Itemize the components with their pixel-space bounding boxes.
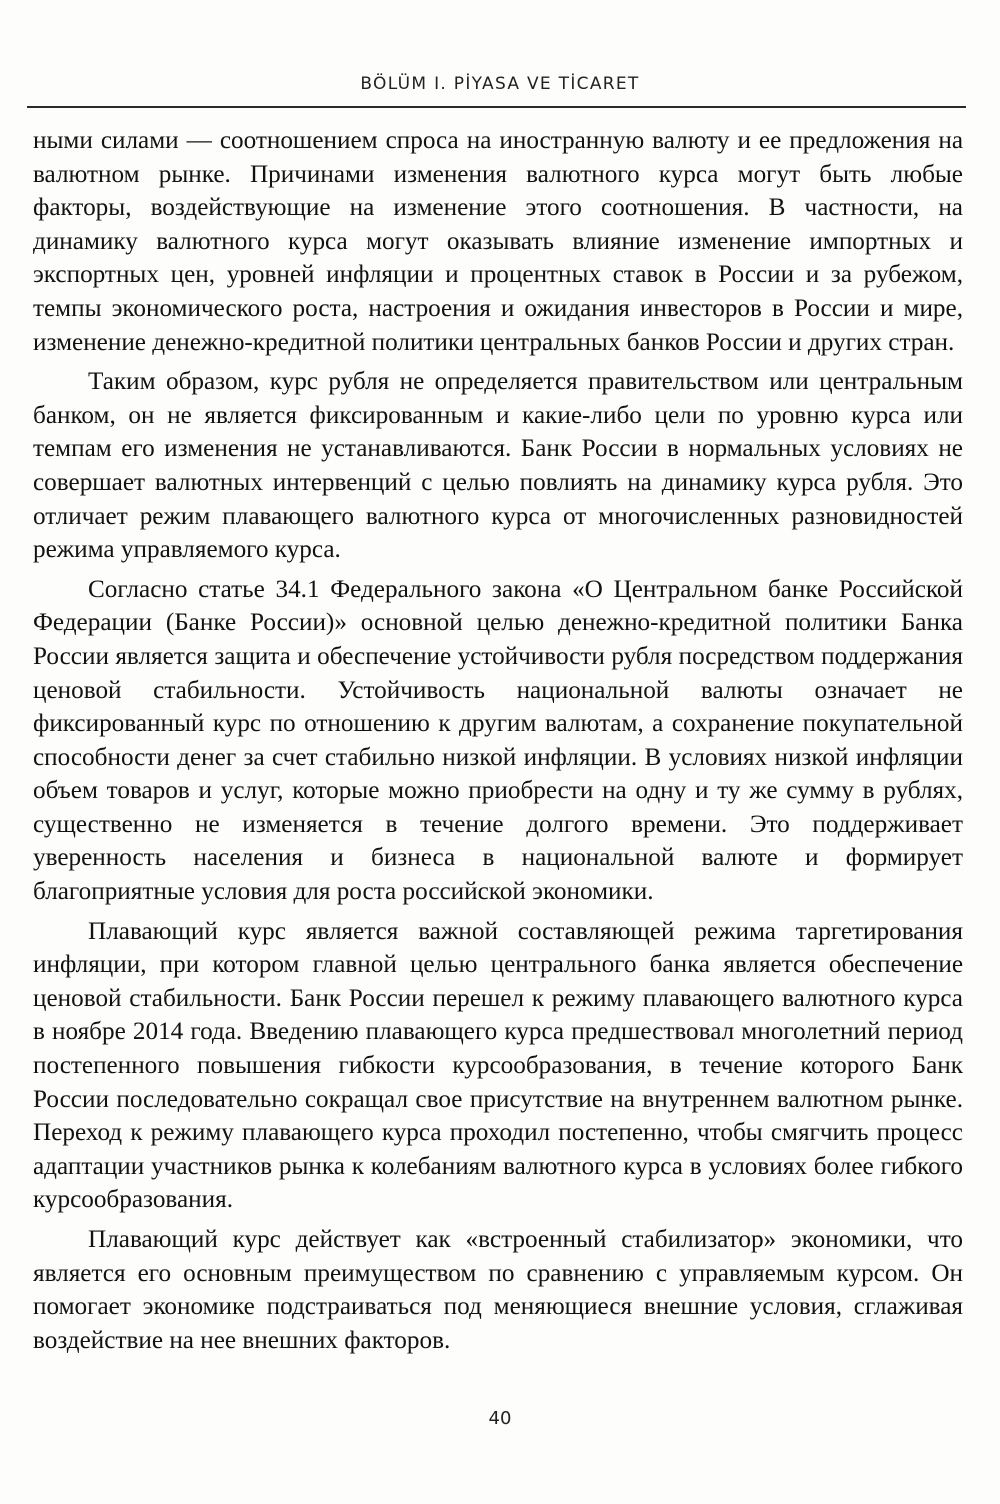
paragraph-continuation: ными силами — соотношением спроса на иностранную валюту и ее предложения на валютном рынке. Причинами изменения валютного курса могут быть любые факторы, воздействующие на изменение этого соотношения. В частности, на динамику валютного курса могут оказывать влияние изменение импортных и экспортных цен, уровней инфляции и процентных ставок в России и за рубежом, темпы экономического роста, настроения и ожидания инвесторов в России и мире, изменение денежно-кредитной политики центральных банков России и других стран. [33, 127, 963, 356]
body-text [33, 124, 963, 1357]
running-header: BÖLÜM I. PİYASA VE TİCARET [360, 74, 640, 94]
paragraph: Плавающий курс является важной составляющей режима таргетирования инфляции, при котором главной целью центрального банка является обеспечение ценовой стабильности. Банк России перешел к режиму плавающего валютного курса в ноябре 2014 года. Введению плавающего курса предшествовал многолетний период постепенного повышения гибкости курсообразования, в течение которого Банк России последовательно сокращал свое присутствие на внутреннем валютном рынке. Переход к режиму плавающего курса проходил постепенно, чтобы смягчить процесс адаптации участников рынка к колебаниям валютного курса в условиях более гибкого курсообразования. [33, 917, 963, 1214]
paragraph: Плавающий курс действует как «встроенный стабилизатор» экономики, что является его основным преимуществом по сравнению с управляемым курсом. Он помогает экономике подстраиваться под меняющиеся внешние условия, сглаживая воздействие на нее внешних факторов. [33, 1226, 963, 1354]
page-number: 40 [488, 1408, 512, 1429]
header-rule [27, 106, 966, 108]
paragraph: Согласно статье 34.1 Федерального закона «О Центральном банке Российской Федерации (Банке России)» основной целью денежно-кредитной политики Банка России является защита и обеспечение устойчивости рубля посредством поддержания ценовой стабильности. Устойчивость национальной валюты означает не фиксированный курс по отношению к другим валютам, а сохранение покупательной способности денег за счет стабильно низкой инфляции. В условиях низкой инфляции объем товаров и услуг, которые можно приобрести на одну и ту же сумму в рублях, существенно не изменяется в течение долгого времени. Это поддерживает уверенность населения и бизнеса в национальной валюте и формирует благоприятные условия для роста российской экономики. [33, 575, 963, 906]
paragraph: Таким образом, курс рубля не определяется правительством или центральным банком, он не является фиксированным и какие-либо цели по уровню курса или темпам его изменения не устанавливаются. Банк России в нормальных условиях не совершает валютных интервенций с целью повлиять на динамику курса рубля. Это отличает режим плавающего валютного курса от многочисленных разновидностей режима управляемого курса. [33, 368, 963, 564]
